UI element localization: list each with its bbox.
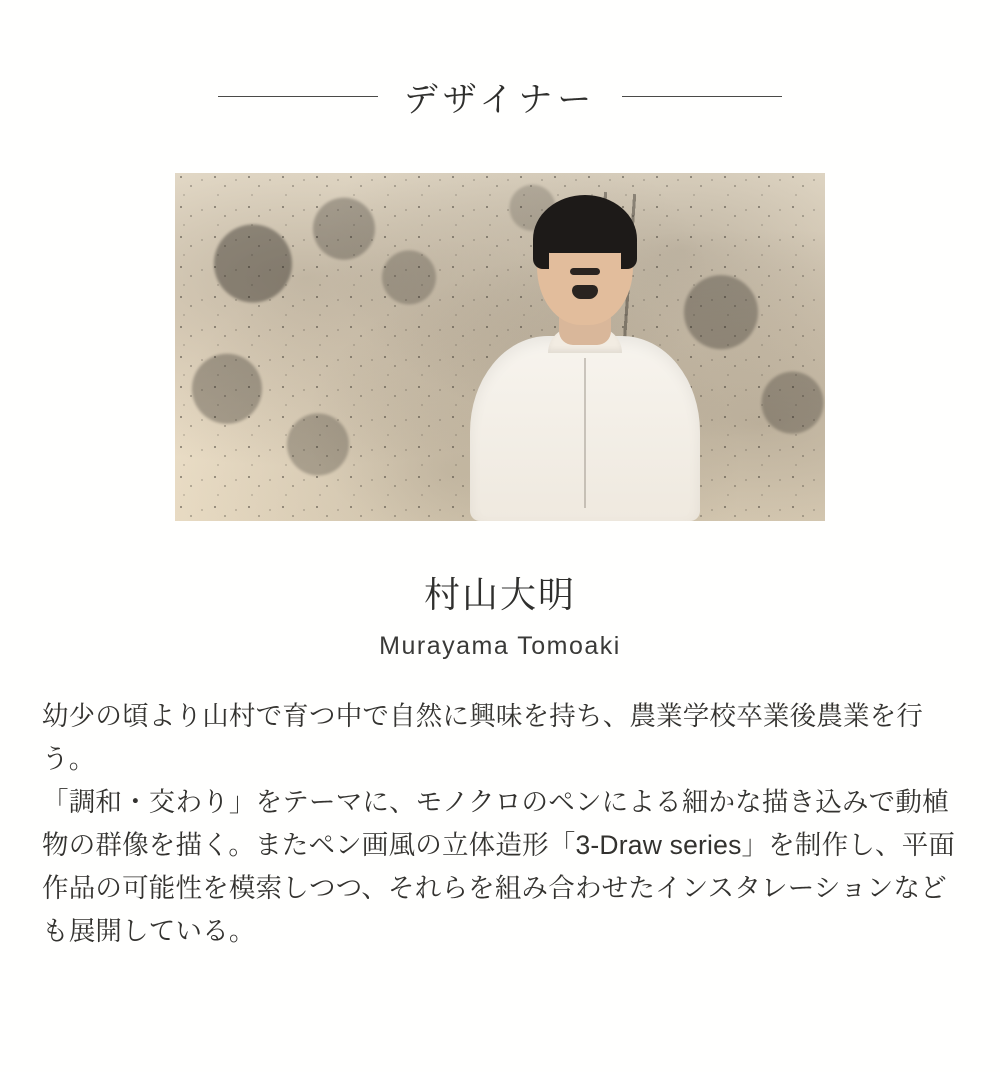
bio-paragraph-2: 「調和・交わり」をテーマに、モノクロのペンによる細かな描き込みで動植物の群像を描く。またペン画風の立体造形「3-Draw series」を制作し、平面作品の可能性を模索しつつ、それらを組み合わせたインスタレーションなども展開している。 bbox=[42, 786, 956, 946]
portrait-shirt bbox=[470, 336, 700, 521]
designer-name-en: Murayama Tomoaki bbox=[379, 632, 621, 660]
portrait-beard bbox=[572, 285, 598, 299]
bio-paragraph-1: 幼少の頃より山村で育つ中で自然に興味を持ち、農業学校卒業後農業を行う。 bbox=[42, 701, 924, 774]
designer-portrait-figure bbox=[460, 251, 710, 521]
section-heading bbox=[0, 72, 1000, 121]
portrait-mustache bbox=[570, 268, 600, 275]
page-title: デザイナー bbox=[403, 81, 597, 119]
photo-background bbox=[175, 173, 825, 521]
designer-photo bbox=[175, 173, 825, 521]
designer-bio bbox=[42, 695, 958, 953]
heading-rule-right bbox=[622, 96, 782, 97]
designer-profile-page bbox=[0, 72, 1000, 1072]
heading-rule-left bbox=[218, 96, 378, 97]
designer-name-ja: 村山大明 bbox=[423, 574, 576, 615]
